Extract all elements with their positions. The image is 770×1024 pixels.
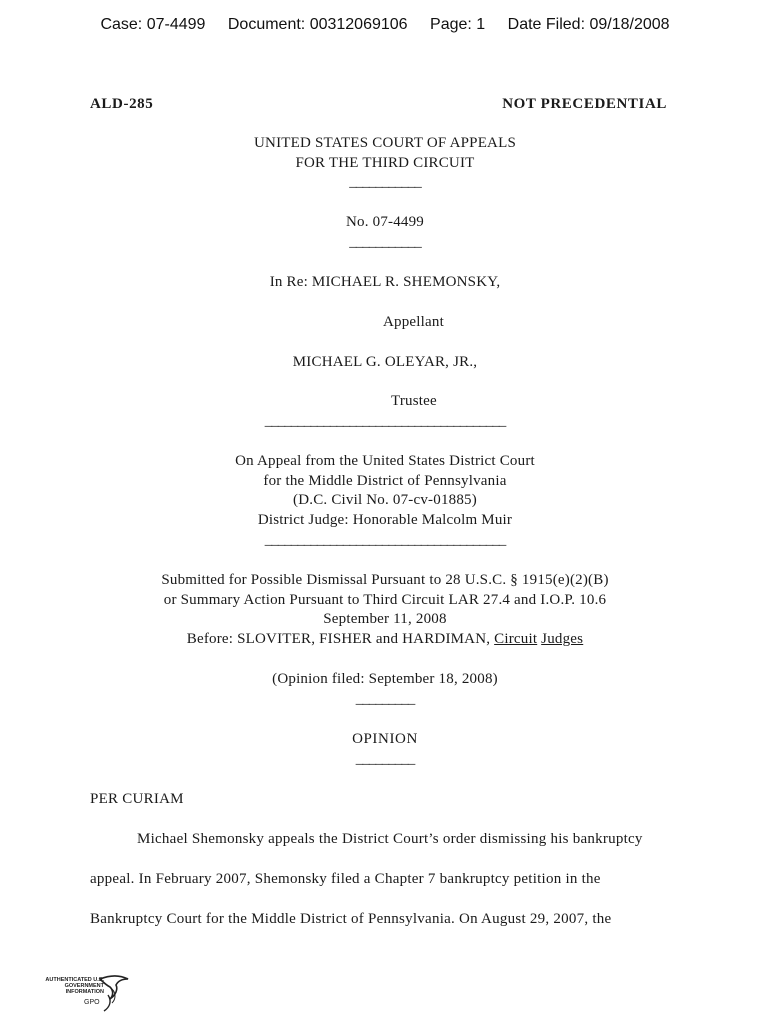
divider: _____________________________________ — [264, 413, 506, 429]
precedential-label: NOT PRECEDENTIAL — [502, 96, 667, 112]
appeal-line-3: (D.C. Civil No. 07-cv-01885) — [293, 492, 477, 508]
gpo-label: GPO — [84, 999, 100, 1006]
case-number: Case: 07-4499 — [100, 16, 206, 33]
panel-judges — [0, 631, 770, 648]
body-line-1: Michael Shemonsky appeals the District Court’s order dismissing his bankruptcy — [137, 831, 643, 847]
case-no: No. 07-4499 — [345, 214, 425, 230]
date-filed: Date Filed: 09/18/2008 — [507, 16, 670, 33]
appeal-line-2: for the Middle District of Pennsylvania — [263, 473, 507, 489]
before-text: Before: SLOVITER, FISHER and HARDIMAN, — [186, 631, 491, 647]
body-line-3: Bankruptcy Court for the Middle District of Pennsylvania. On August 29, 2007, the — [90, 911, 612, 927]
doc-code: ALD-285 — [90, 96, 154, 112]
body-line-2: appeal. In February 2007, Shemonsky filed a Chapter 7 bankruptcy petition in the — [90, 871, 601, 887]
document-header — [0, 16, 770, 34]
divider: _____________________________________ — [264, 532, 506, 548]
trustee-label: Trustee — [391, 393, 437, 409]
gpo-authentication-logo — [44, 973, 134, 1019]
in-re: In Re: MICHAEL R. SHEMONSKY, — [269, 274, 501, 290]
court-circuit: FOR THE THIRD CIRCUIT — [295, 155, 475, 171]
submission-line-1: Submitted for Possible Dismissal Pursuant to 28 U.S.C. § 1915(e)(2)(B) — [161, 572, 609, 588]
divider: _________ — [355, 691, 415, 707]
per-curiam: PER CURIAM — [90, 791, 184, 807]
trustee-name: MICHAEL G. OLEYAR, JR., — [292, 354, 478, 370]
gpo-authenticated-text: AUTHENTICATED U.S. GOVERNMENT INFORMATION — [45, 977, 104, 995]
divider: ___________ — [349, 234, 421, 250]
submission-date: September 11, 2008 — [323, 611, 447, 627]
document-number: Document: 00312069106 — [227, 16, 408, 33]
divider: _________ — [355, 751, 415, 767]
submission-line-2: or Summary Action Pursuant to Third Circuit LAR 27.4 and I.O.P. 10.6 — [163, 592, 607, 608]
eagle-icon — [94, 973, 134, 1013]
page-number: Page: 1 — [430, 16, 486, 33]
circuit-word: Circuit — [494, 631, 538, 647]
district-judge: District Judge: Honorable Malcolm Muir — [257, 512, 513, 528]
opinion-filed: (Opinion filed: September 18, 2008) — [272, 671, 498, 687]
opinion-title: OPINION — [352, 731, 418, 747]
divider: ___________ — [349, 174, 421, 190]
court-name: UNITED STATES COURT OF APPEALS — [254, 135, 516, 151]
appeal-line-1: On Appeal from the United States District Court — [235, 453, 535, 469]
appellant-label: Appellant — [383, 314, 444, 330]
judges-word: Judges — [541, 631, 584, 647]
